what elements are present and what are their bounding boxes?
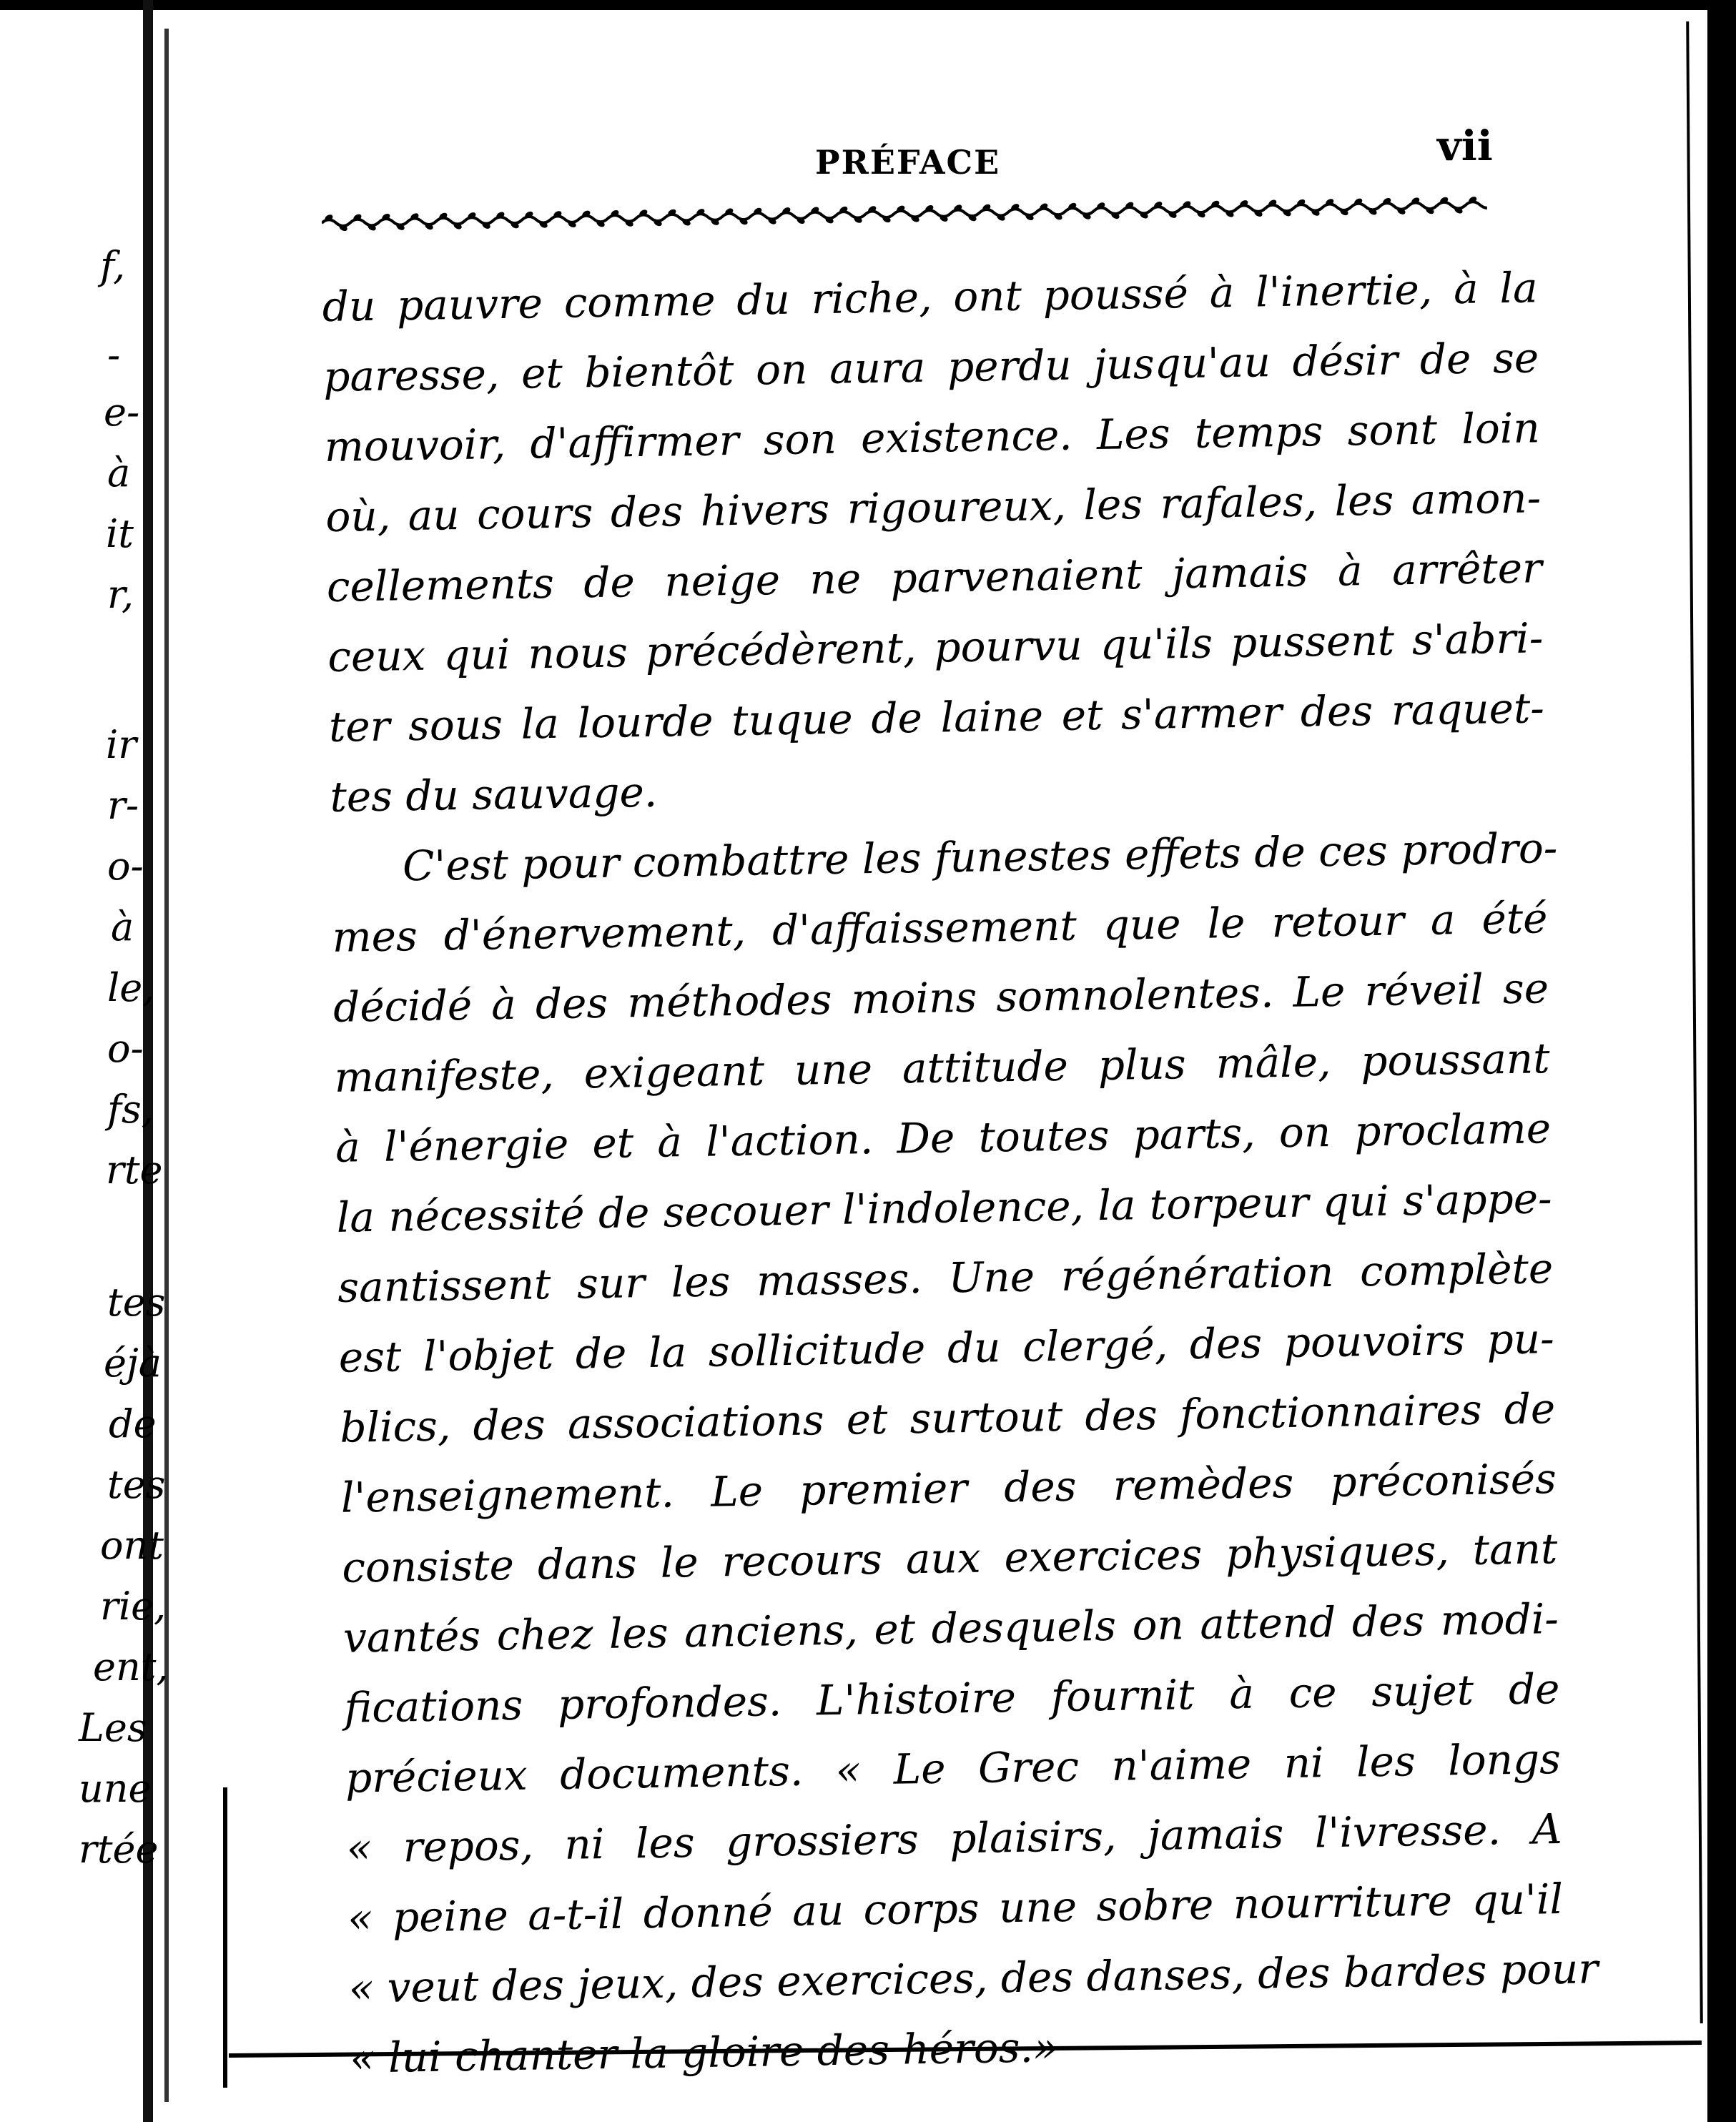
book-page	[272, 0, 1616, 2083]
text-line: « veut des jeux, des exercices, des danses, des bardes pour	[348, 1944, 1599, 2013]
running-title: PRÉFACE	[815, 143, 1001, 182]
text-line: blics, des associations et surtout des fonctionnaires de	[339, 1384, 1556, 1452]
text-line: fications profondes. L'histoire fournit à ce sujet de	[344, 1664, 1560, 1732]
text-line: « peine a-t-il donné au corps une sobre nourriture qu'il	[347, 1875, 1564, 1943]
page-edge-line	[1686, 21, 1703, 2023]
text-line: à l'énergie et à l'action. De toutes parts, on proclame	[335, 1104, 1552, 1172]
text-line: C'est pour combattre les funestes effets de ces prodro-	[402, 823, 1558, 891]
paragraph-2	[330, 813, 1599, 2093]
left-page-fragment: tes	[107, 1280, 166, 1325]
left-page-fragment: f,	[100, 243, 126, 288]
left-page-fragment: à	[111, 904, 134, 949]
text-line: ter sous la lourde tuque de laine et s'armer des raquet-	[328, 684, 1545, 751]
left-page-fragment: it	[106, 511, 134, 556]
text-line: l'enseignement. Le premier des remèdes préconisés	[340, 1454, 1557, 1522]
text-line: décidé à des méthodes moins somnolentes. Le réveil se	[332, 964, 1549, 1032]
left-page-fragment: de	[109, 1401, 157, 1446]
text-line: où, au cours des hivers rigoureux, les rafales, les amon-	[325, 473, 1542, 541]
text-line: vantés chez les anciens, et desquels on attend des modi-	[342, 1594, 1559, 1662]
book-gutter-shadow	[164, 29, 169, 2102]
text-line: est l'objet de la sollicitude du clergé, des pouvoirs pu-	[338, 1314, 1555, 1382]
text-line: mouvoir, d'affirmer son existence. Les temps sont loin	[324, 403, 1541, 471]
text-line: paresse, et bientôt on aura perdu jusqu'au désir de se	[322, 333, 1539, 401]
scan-right-border	[1707, 0, 1736, 2122]
left-page-fragment: r,	[107, 572, 134, 617]
left-page-fragment: o-	[107, 1026, 144, 1071]
ornament-vine-icon	[322, 192, 1487, 235]
left-page-fragment: Les	[79, 1705, 147, 1750]
left-page-fragment: le,	[107, 965, 155, 1010]
paragraph-1	[322, 252, 1546, 832]
text-line: manifeste, exigeant une attitude plus mâle, poussant	[334, 1034, 1551, 1102]
book-gutter-lower	[223, 1787, 227, 2088]
left-page-fragment: r-	[107, 783, 139, 828]
text-line: du pauvre comme du riche, ont poussé à l'inertie, à la	[322, 263, 1539, 331]
left-page-fragment: o-	[107, 844, 144, 889]
page-number: vii	[1437, 122, 1493, 170]
left-page-fragment: e-	[104, 390, 140, 435]
text-line: la nécessité de secouer l'indolence, la torpeur qui s'appe-	[336, 1174, 1553, 1242]
left-page-fragment: fs,	[107, 1087, 154, 1132]
text-line: cellements de neige ne parvenaient jamais à arrêter	[326, 543, 1543, 611]
page-header	[272, 122, 1544, 193]
left-page-fragment: tes	[107, 1462, 166, 1507]
text-line: « repos, ni les grossiers plaisirs, jamais l'ivresse. A	[346, 1805, 1562, 1872]
text-line: consiste dans le recours aux exercices physiques, tant	[341, 1524, 1558, 1592]
left-page-fragment: ir	[106, 722, 137, 767]
body-text	[322, 252, 1599, 2093]
left-facing-page	[0, 0, 169, 2122]
left-page-fragment: -	[107, 332, 121, 377]
left-page-fragment: éjà	[104, 1341, 162, 1386]
left-page-fragment: ont	[100, 1523, 164, 1568]
left-page-fragment: rte	[106, 1148, 163, 1193]
text-line: santissent sur les masses. Une régénération complète	[337, 1244, 1554, 1312]
text-line: tes du sauvage.	[330, 767, 658, 821]
text-line: mes d'énervement, d'affaissement que le retour a été	[332, 894, 1548, 962]
text-line: « lui chanter la gloire des héros.»	[349, 2023, 1059, 2083]
text-line: précieux documents. « Le Grec n'aime ni les longs	[345, 1734, 1562, 1802]
left-page-fragment: rie,	[100, 1584, 167, 1629]
decorative-rule	[322, 192, 1487, 235]
left-page-fragment: rtée	[79, 1827, 159, 1872]
left-page-fragment: à	[107, 450, 131, 495]
text-line: ceux qui nous précédèrent, pourvu qu'ils pussent s'abri-	[327, 613, 1544, 681]
left-page-fragment: ent,	[93, 1644, 169, 1689]
left-page-fragment: une	[79, 1766, 152, 1811]
